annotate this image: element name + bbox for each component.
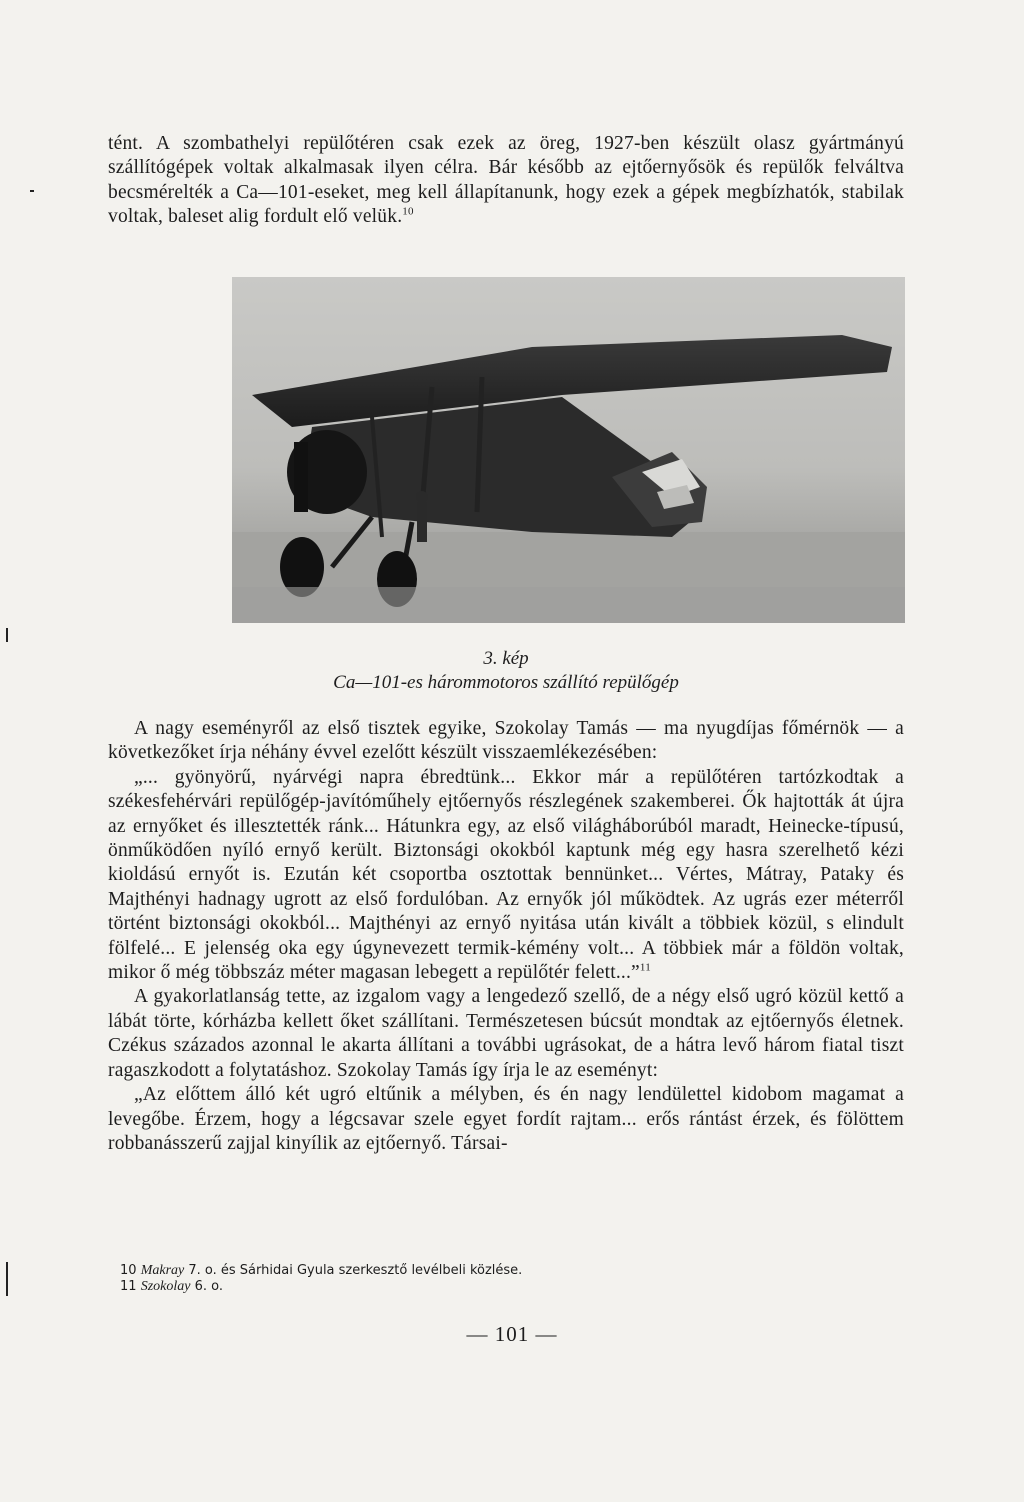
airplane-photo <box>232 277 905 623</box>
figure-number: 3. kép <box>483 648 529 669</box>
scan-mark <box>30 190 34 192</box>
page-number: — 101 — <box>466 1322 558 1346</box>
footnote-number: 11 <box>120 1279 137 1294</box>
figure-title: Ca—101-es hárommotoros szállító repülőgép <box>333 672 679 693</box>
paragraph-2: A gyakorlatlanság tette, az izgalom vagy a lengedező szellő, de a négy első ugró közül kettő a lábát törte, kórházba kellett őket szállítani. Természetesen búcsút mondtak az ejtőernyős életnek. Czékus százados azonnal le akarta állítani a további ugrásokat, de a hátra levő három fiatal tiszt ragaszkodott a folytatáshoz. Szokolay Tamás így írja le az eseményt: <box>108 986 904 1081</box>
footnote-text: 6. o. <box>190 1279 223 1294</box>
footnote-text: 7. o. és Sárhidai Gyula szerkesztő levélbeli közlése. <box>184 1263 523 1278</box>
footnote-author: Makray <box>140 1263 185 1278</box>
footnotes <box>120 1263 820 1295</box>
footnote-author: Szokolay <box>140 1279 191 1294</box>
footnote-ref-11: 11 <box>639 961 651 974</box>
intro-text: tént. A szombathelyi repülőtéren csak ezek az öreg, 1927-ben készült olasz gyártmányú szállítógépek voltak alkalmasak ilyen célra. Bár később az ejtőernyősök és repülők felváltva becsmérelték a Ca—101-eseket, meg kell állapítanunk, hogy ezek a gépek megbízhatók, stabilak voltak, baleset alig fordult elő velük. <box>108 133 904 228</box>
footnote-10 <box>120 1263 820 1279</box>
scan-mark <box>6 628 8 642</box>
footnote-11 <box>120 1279 820 1295</box>
quote-2: „Az előttem álló két ugró eltűnik a mélyben, és én nagy lendülettel kidobom magamat a levegőbe. Érzem, hogy a légcsavar szele egyet fordít rajtam... erős rántást érzek, és fölöttem robbanásszerű zajjal kinyílik az ejtőernyő. Társai- <box>108 1084 904 1154</box>
quote-1-text: „... gyönyörű, nyárvégi napra ébredtünk... Ekkor már a repülőtéren tartózkodtak a székesfehérvári repülőgép-javítóműhely ejtőernyős részlegének szakemberei. Ők hajtották át újra az ernyőket és illesztették ránk... Hátunkra egy, az első világháborúból maradt, Heinecke-típusú, önműködően nyíló ernyő került. Biztonsági okokból kaptunk még egy hasra szerelhető kézi kioldású ernyőt is. Ezután két csoportba osztottak bennünket... Vértes, Mátray, Pataky és Majthényi hadnagy ugrott az első fordulóban. Az ernyők jól működtek. Az ugrás ezer méterről történt biztonsági okokból... Majthényi az ernyő nyitása után kivált a többiek közül, s elindult fölfelé... E jelenség oka egy úgynevezett termik-kémény volt... A többiek már a földön voltak, mikor ő még többszáz méter magasan lebegett a repülőtér felett...” <box>108 766 904 984</box>
intro-paragraph <box>108 132 904 230</box>
quote-1 <box>108 766 904 986</box>
footnote-number: 10 <box>120 1263 137 1278</box>
paragraph-1: A nagy eseményről az első tisztek egyike, Szokolay Tamás — ma nyugdíjas főmérnök — a következőket írja néhány évvel ezelőtt készült visszaemlékezésében: <box>108 718 904 764</box>
body-text <box>108 717 904 1156</box>
footnote-ref-10: 10 <box>402 205 414 218</box>
scan-mark <box>6 1262 8 1296</box>
